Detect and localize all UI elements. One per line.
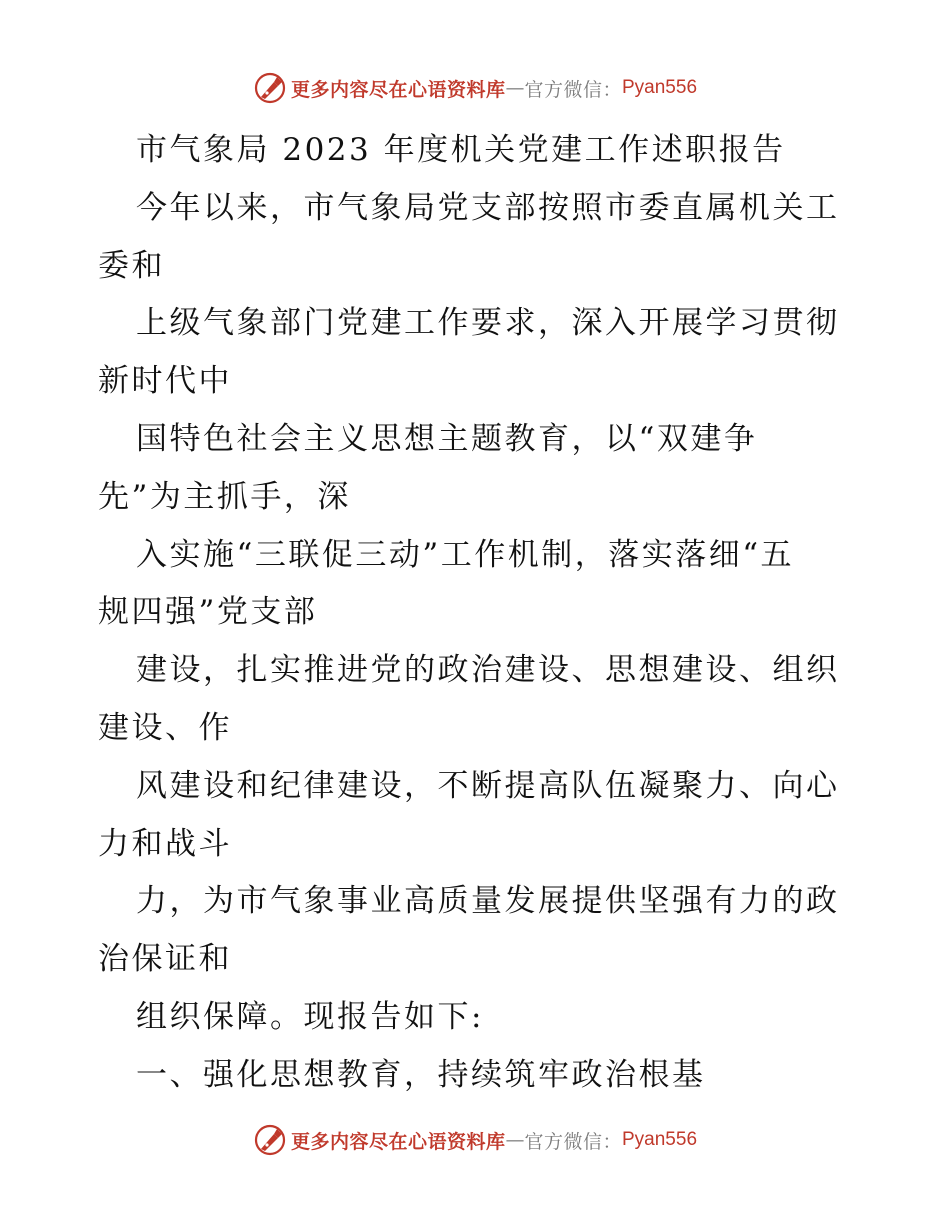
paragraph-line: 力和战斗: [98, 825, 232, 862]
header-watermark-banner: [0, 68, 950, 108]
paragraph-line: 国特色社会主义思想主题教育，以“双建争: [136, 420, 758, 457]
watermark-dash: —: [505, 77, 525, 99]
paragraph-line: 力，为市气象事业高质量发展提供坚强有力的政: [136, 883, 840, 920]
paragraph-line: 规四强”党支部: [98, 594, 318, 631]
watermark-dash: —: [505, 1129, 525, 1151]
paragraph-line: 建设、作: [98, 709, 232, 746]
document-title: 市气象局 2023 年度机关党建工作述职报告: [136, 132, 786, 168]
paragraph-line: 建设，扎实推进党的政治建设、思想建设、组织: [136, 652, 840, 689]
footer-watermark-banner: [0, 1120, 950, 1160]
paragraph-line: 风建设和纪律建设，不断提高队伍凝聚力、向心: [136, 767, 840, 804]
watermark-wechat-id: Pyan556: [622, 77, 698, 98]
paragraph-line: 新时代中: [98, 363, 232, 400]
pen-nib-logo-icon: [253, 71, 287, 105]
paragraph-line: 上级气象部门党建工作要求，深入开展学习贯彻: [136, 305, 840, 342]
paragraph-line: 治保证和: [98, 941, 232, 978]
paragraph-line: 先”为主抓手，深: [98, 478, 351, 515]
document-body: [98, 122, 858, 1105]
watermark-site-text: 更多内容尽在心语资料库: [290, 78, 506, 101]
paragraph-line: 今年以来，市气象局党支部按照市委直属机关工: [136, 189, 840, 226]
paragraph-line: 入实施“三联促三动”工作机制，落实落细“五: [136, 536, 795, 573]
pen-nib-logo-icon: [253, 1123, 287, 1157]
paragraph-line: 委和: [98, 247, 165, 284]
watermark-wechat-label: 官方微信：: [524, 78, 622, 101]
watermark-wechat-id: Pyan556: [622, 1129, 698, 1150]
watermark-wechat-label: 官方微信：: [524, 1130, 622, 1153]
paragraph-line: 组织保障。现报告如下:: [136, 998, 484, 1035]
watermark-site-text: 更多内容尽在心语资料库: [290, 1130, 506, 1153]
section-heading: 一、强化思想教育，持续筑牢政治根基: [136, 1056, 706, 1093]
